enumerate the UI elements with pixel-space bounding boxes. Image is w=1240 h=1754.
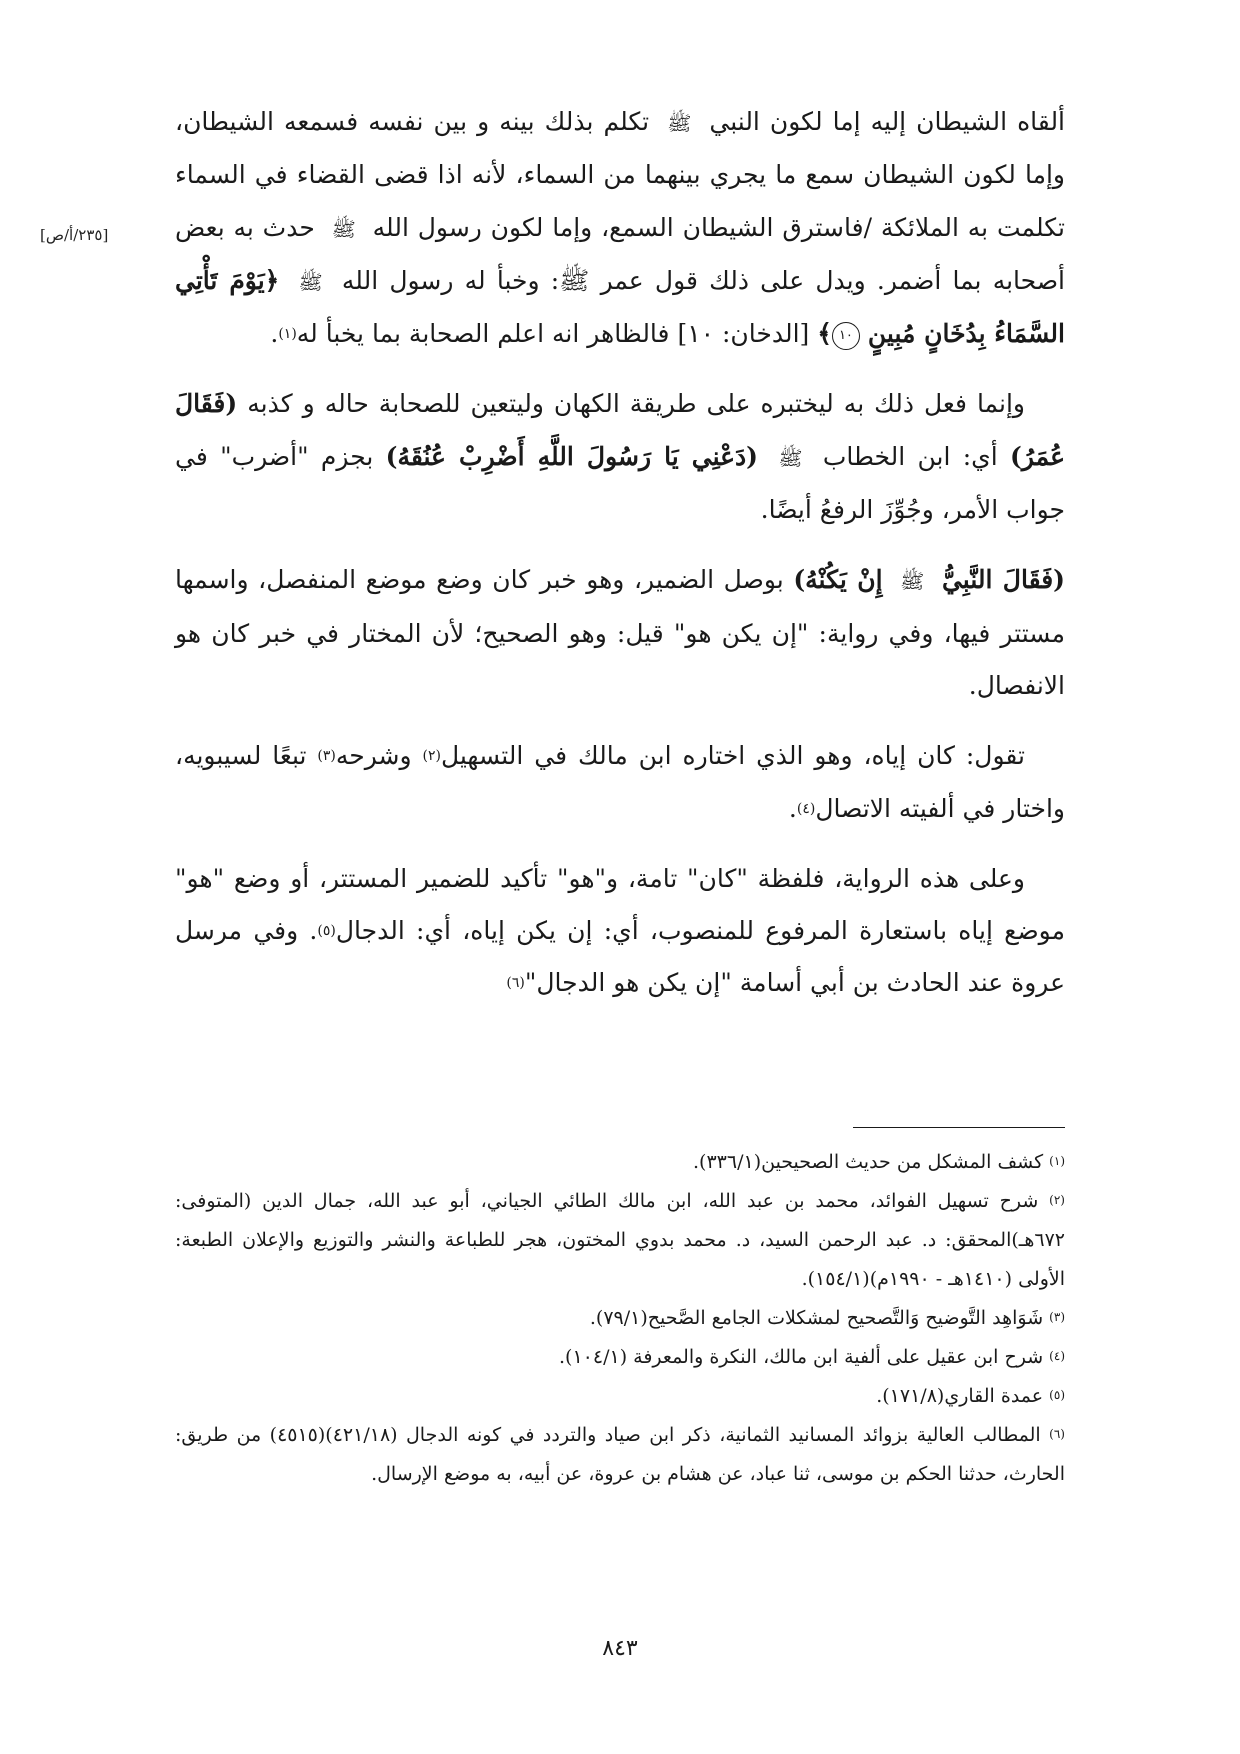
p4-end: . [788, 793, 797, 823]
quran-verse-close: ﴾ [817, 319, 832, 349]
footnote-item [175, 1377, 1065, 1416]
footnote-text: عمدة القاري(١٧١/٨). [876, 1385, 1044, 1407]
footnote-text: شرح ابن عقيل على ألفية ابن مالك، النكرة والمعرفة (١٠٤/١). [559, 1346, 1044, 1368]
p2-text-a: وإنما فعل ذلك به ليختبره على طريقة الكهان وليتعين للصحابة حاله و كذبه [247, 389, 1025, 419]
footnote-text: شرح تسهيل الفوائد، محمد بن عبد الله، ابن مالك الطائي الجياني، أبو عبد الله، جمال الدين (المتوفى: ٦٧٢هـ)المحقق: د. عبد الرحمن السيد، د. محمد بدوي المختون، هجر للطباعة والنشر والتوزيع والإعلان الطبعة: الأولى (١٤١٠هـ - ١٩٩٠م)(١٥٤/١). [175, 1190, 1065, 1290]
footnote-ref: (٦) [506, 975, 525, 992]
hadith-quote: (فَقَالَ النَّبِيُّ [941, 565, 1065, 595]
salawat-symbol: ﷺ [667, 111, 692, 135]
footnote-divider [853, 1127, 1065, 1128]
footnote-text: المطالب العالية بزوائد المسانيد الثمانية، ذكر ابن صياد والتردد في كونه الدجال (٤٢١/١٨)(٤٥١٥) من طريق: الحارث، حدثنا الحكم بن موسى، ثنا عباد، عن هشام بن عروة، عن أبيه، به موضع الإرسال. [175, 1424, 1065, 1485]
p1-text-d: [الدخان: ١٠] فالظاهر انه اعلم الصحابة بما يخبأ له [296, 319, 810, 349]
footnote-item [175, 1338, 1065, 1377]
hadith-quote: إِنْ يَكُنْهُ) [793, 565, 883, 595]
paragraph-1 [175, 96, 1065, 360]
footnote-text: كشف المشكل من حديث الصحيحين(٣٣٦/١). [693, 1151, 1044, 1173]
salawat-symbol: ﷺ [331, 216, 356, 241]
p2-text-b: أي: ابن الخطاب [822, 441, 998, 471]
footnote-number: (١) [1049, 1154, 1065, 1168]
footnote-item [175, 1416, 1065, 1494]
p3-text-a: بوصل الضمير، وهو خبر كان وضع موضع المنفصل، واسمها مستتر فيها، وفي رواية: "إن يكن هو" قيل: وهو الصحيح؛ لأن المختار في خبر كان هو الانفصال. [175, 565, 1065, 700]
footnote-item [175, 1182, 1065, 1299]
hadith-quote: (دَعْنِي يَا رَسُولَ اللَّهِ أَضْرِبْ عُنُقَهُ) [385, 441, 758, 471]
main-text [175, 96, 1065, 1010]
p1-end: . [270, 319, 279, 349]
footnote-item [175, 1143, 1065, 1182]
p1-text-c: حدث به بعض أصحابه بما أضمر. ويدل على ذلك قول عمر ﷺ: وخبأ له رسول الله [175, 212, 1065, 295]
margin-manuscript-reference: [٢٣٥/أ/ص] [40, 226, 109, 244]
paragraph-3 [175, 554, 1065, 712]
p5-text-b: . وفي مرسل عروة عند الحادث بن أبي أسامة "إن يكن هو الدجال" [175, 916, 1065, 998]
footnote-ref: (٤) [796, 800, 816, 817]
hadith-quote: (فَقَالَ عُمَرُ) [175, 389, 1066, 471]
p5-text-a: وعلى هذه الرواية، فلفظة "كان" تامة، و"هو" تأكيد للضمير المستتر، أو وضع "هو" موضع إياه باستعارة المرفوع للمنصوب، أي: إن يكن إياه، أي: الدجال [175, 863, 1065, 946]
footnote-number: (٦) [1049, 1427, 1065, 1441]
p1-text-a: ألقاه الشيطان إليه إما لكون النبي [709, 107, 1066, 136]
footnote-ref: (٥) [317, 923, 336, 940]
salawat-symbol: ﷺ [900, 569, 925, 594]
p4-text-b: وشرحه [335, 741, 412, 771]
quran-verse: ﴿يَوْمَ تَأْتِي السَّمَاءُ بِدُخَانٍ مُبِينٍ [175, 265, 1065, 349]
paragraph-4 [175, 730, 1065, 835]
p4-text-c: تبعًا لسيبويه، واختار في ألفيته الاتصال [175, 741, 1065, 823]
ayah-number-marker: ١٠ [832, 322, 860, 350]
paragraph-5 [175, 853, 1065, 1010]
footnote-ref: (٣) [317, 748, 336, 765]
footnote-text: شَوَاهِد التَّوضيح وَالتَّصحيح لمشكلات الجامع الصَّحيح(٧٩/١). [589, 1307, 1044, 1329]
footnote-number: (٤) [1049, 1349, 1065, 1363]
footnote-ref: (١) [278, 326, 297, 343]
footnote-number: (٥) [1049, 1388, 1065, 1402]
footnote-number: (٣) [1049, 1310, 1065, 1324]
p1-text-b: تكلم بذلك بينه و بين نفسه فسمعه الشيطان، وإما لكون الشيطان سمع ما يجري بينهما من السماء، لأنه اذا قضى القضاء في السماء تكلمت به الملائكة /فاسترق الشيطان السمع، وإما لكون رسول الله [175, 107, 1066, 242]
footnote-ref: (٢) [422, 748, 441, 765]
salawat-symbol: ﷺ [298, 269, 323, 294]
page-number: ٨٤٣ [602, 1636, 638, 1661]
footnote-number: (٢) [1049, 1193, 1065, 1207]
p4-text-a: تقول: كان إياه، وهو الذي اختاره ابن مالك في التسهيل [440, 741, 1025, 771]
p2-text-c: بجزم "أضرب" في جواب الأمر، وجُوِّزَ الرفعُ أيضًا. [175, 441, 1065, 525]
footnote-item [175, 1299, 1065, 1338]
salawat-symbol: ﷺ [778, 445, 803, 470]
paragraph-2 [175, 378, 1065, 536]
footnotes [175, 1143, 1065, 1494]
